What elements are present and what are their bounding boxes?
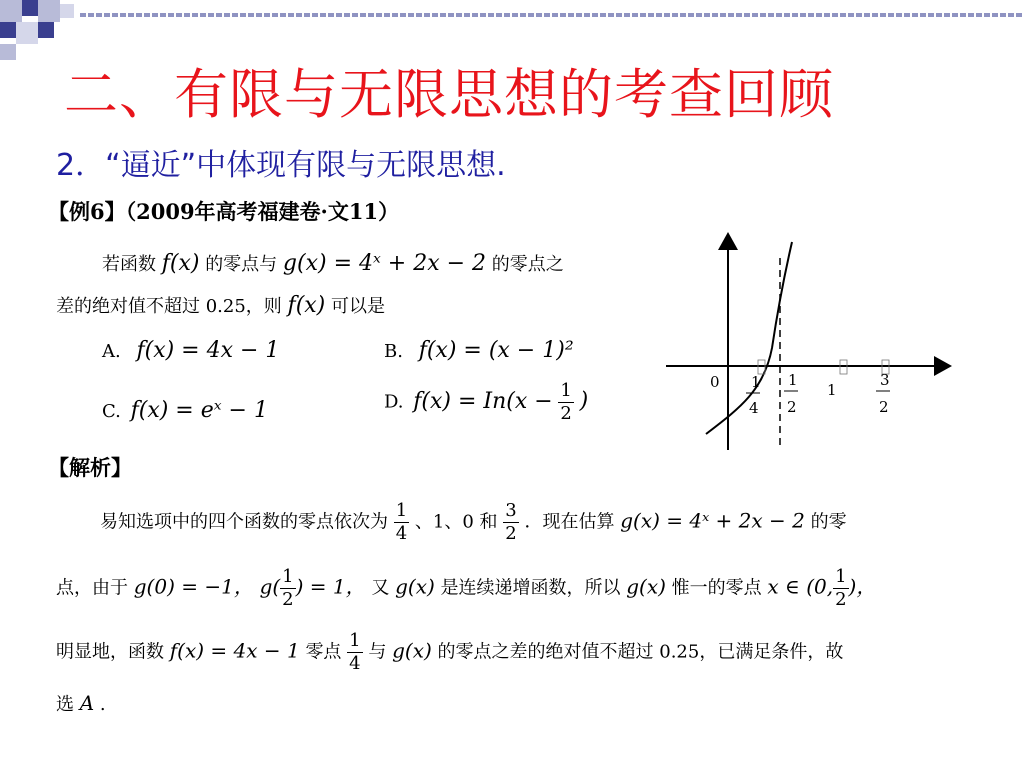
function-g-definition: g(x) = 4ˣ + 2x − 2 <box>282 251 487 276</box>
analysis-text: ．现在估算 <box>524 511 615 533</box>
option-c <box>102 398 268 423</box>
analysis-text: 选 <box>56 694 74 715</box>
fraction: $\frac{1}{2}$ <box>282 566 294 610</box>
analysis-heading: 【解析】 <box>48 455 132 480</box>
slide-title: 二、有限与无限思想的考查回顾 <box>64 63 834 126</box>
math-expression: x ∈ (0, <box>767 574 834 599</box>
tick-1-2-denominator: 2 <box>787 398 797 416</box>
analysis-text: 零点 <box>305 641 342 663</box>
math-expression: g(x) <box>392 638 432 663</box>
problem-text: 的零点与 <box>205 254 278 275</box>
math-expression: g(x) <box>626 574 666 599</box>
tick-1-4-numerator: 1 <box>751 373 761 391</box>
analysis-text: 、1、0 和 <box>414 511 498 533</box>
option-letter: A. <box>102 341 121 362</box>
origin-label: 0 <box>710 373 720 391</box>
analysis-text: 的零点之差的绝对值不超过 0.25，已满足条件，故 <box>437 641 844 663</box>
option-a <box>102 338 279 363</box>
example-heading: 【例6】（2009年高考福建卷·文11） <box>48 199 400 224</box>
section-subtitle: 2．“逼近”中体现有限与无限思想. <box>56 148 506 183</box>
tick-1-2-numerator: 1 <box>788 371 798 389</box>
problem-line-1 <box>102 250 564 276</box>
analysis-text: 的零 <box>810 511 847 533</box>
problem-text: 的零点之 <box>491 254 564 275</box>
option-b <box>384 338 574 363</box>
analysis-text: 点，由于 <box>56 577 128 599</box>
option-letter: B. <box>384 341 403 362</box>
analysis-line-2 <box>56 566 876 611</box>
analysis-line-1 <box>100 500 847 545</box>
analysis-text: 是连续递增函数，所以 <box>440 577 621 599</box>
problem-text: 可以是 <box>331 296 385 317</box>
option-expression: f(x) = 4x − 1 <box>136 338 280 363</box>
option-expression: f(x) = In(x − <box>413 388 553 414</box>
problem-line-2 <box>56 292 385 318</box>
option-expression: f(x) = (x − 1)² <box>418 338 574 363</box>
problem-text: 差的绝对值不超过 0.25，则 <box>56 296 282 317</box>
fraction: $\frac{1}{4}$ <box>349 630 361 674</box>
problem-text: 若函数 <box>102 254 156 275</box>
tick-1: 1 <box>827 381 837 399</box>
tick-3-2-denominator: 2 <box>879 398 889 416</box>
math-expression: g(x) = 4ˣ + 2x − 2 <box>620 508 805 533</box>
fraction: $\frac{1}{2}$ <box>560 380 572 424</box>
analysis-text: 易知选项中的四个函数的零点依次为 <box>100 511 388 533</box>
tick-1-4-denominator: 4 <box>749 399 759 417</box>
tick-3-2-numerator: 3 <box>880 371 890 389</box>
analysis-text: 又 <box>371 577 390 599</box>
analysis-text: 惟一的零点 <box>671 577 762 599</box>
math-expression: g( <box>259 574 281 599</box>
math-expression: g(x) <box>395 574 435 599</box>
answer-letter: A <box>79 691 95 715</box>
math-expression: g(0) = −1， <box>133 574 254 599</box>
option-letter: C. <box>102 401 121 422</box>
math-expression: f(x) = 4x − 1 <box>169 638 300 663</box>
fraction: $\frac{1}{2}$ <box>835 566 847 610</box>
analysis-text: . <box>99 694 106 715</box>
function-graph <box>660 228 960 460</box>
analysis-text: 明显地，函数 <box>56 641 164 663</box>
analysis-line-4 <box>56 690 106 716</box>
option-expression: f(x) = eˣ − 1 <box>130 398 268 423</box>
option-expression-end: ) <box>579 388 589 414</box>
function-f: f(x) <box>287 293 326 318</box>
fraction: $\frac{1}{4}$ <box>395 500 408 544</box>
math-expression: )， <box>848 574 877 599</box>
math-expression: ) = 1， <box>295 574 366 599</box>
function-f: f(x) <box>161 251 200 276</box>
analysis-text: 与 <box>368 641 387 663</box>
option-d <box>384 380 588 425</box>
fraction: $\frac{3}{2}$ <box>505 500 517 544</box>
analysis-line-3 <box>56 630 843 675</box>
option-letter: D. <box>384 391 404 413</box>
